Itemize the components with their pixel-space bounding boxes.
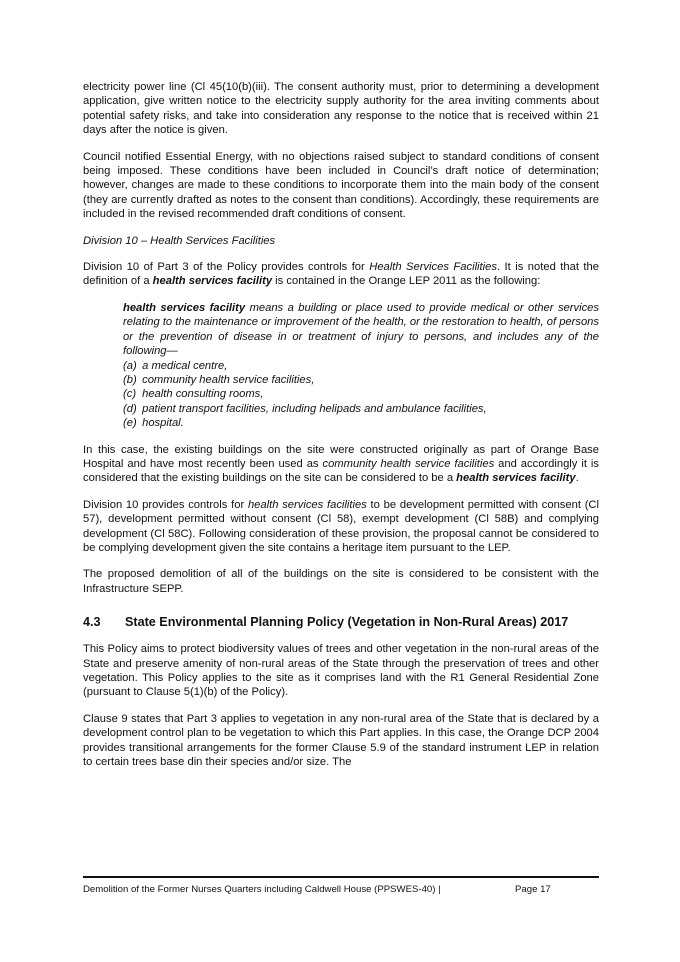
paragraph-essential-energy: Council notified Essential Energy, with no objections raised subject to standard conditions of consent being imposed. These conditions have been included in Council’s draft notice of determination; however, changes are made to these conditions to incorporate them into the main body of the consent (they are currently drafted as notes to the consent than conditions). Accordingly, these requirements are included in the revised recommended draft conditions of consent. (83, 150, 599, 221)
list-item-label: (a) (123, 359, 137, 372)
document-body (83, 80, 599, 781)
definition-term: health services facility (123, 301, 246, 314)
definition-list (123, 359, 599, 431)
list-item (123, 416, 599, 430)
footer-document-title: Demolition of the Former Nurses Quarters including Caldwell House (PPSWES-40) | (83, 884, 441, 895)
paragraph-orange-base-hospital (83, 443, 599, 486)
text-run-bold-italic: health services facility (456, 472, 576, 485)
paragraph-electricity: electricity power line (Cl 45(10(b)(iii). The consent authority must, prior to determining a development application, give written notice to the electricity supply authority for the area inviting comments about potential safety risks, and take into consideration any response to the notice that is received within 21 days after the notice is given. (83, 81, 599, 137)
list-item (123, 373, 599, 387)
footer-page-number: Page 17 (515, 884, 551, 895)
text-run: to be development permitted with consent (Cl 57), development permitted without consent (Cl 58), exempt development (Cl 58B) and complying development (Cl 58C). Following consideration of these provision, the proposal cannot be considered to be complying development given the site contains a heritage item pursuant to the LEP. (83, 498, 599, 554)
list-item-label: (e) (123, 417, 137, 430)
paragraph-division-10-controls (83, 498, 599, 556)
text-run: . It is noted that the definition of a (83, 261, 599, 288)
text-run-italic: health services facilities (247, 498, 367, 511)
list-item-text: patient transport facilities, including helipads and ambulance facilities, (142, 402, 487, 415)
text-run: Division 10 provides controls for (83, 498, 248, 511)
text-run-italic: community health service facilities (322, 457, 495, 470)
text-run: Division 10 of Part 3 of the Policy provides controls for (83, 261, 370, 274)
definition-body: means a building or place used to provide medical or other services relating to the maintenance or improvement of the health, or the restoration to health, of persons or the prevention of disease in or treatment of injury to persons, and includes any of the following— (123, 301, 599, 358)
text-run: is contained in the Orange LEP 2011 as the following: (272, 275, 541, 288)
section-title: State Environmental Planning Policy (Vegetation in Non-Rural Areas) 2017 (125, 615, 569, 630)
list-item-label: (d) (123, 402, 137, 415)
text-run-italic: Health Services Facilities (369, 261, 497, 274)
section-number: 4.3 (83, 615, 101, 630)
list-item-text: hospital. (142, 417, 184, 430)
text-run: . (575, 472, 579, 485)
paragraph-clause-9: Clause 9 states that Part 3 applies to vegetation in any non-rural area of the State that is declared by a development control plan to be vegetation to which this Part applies. In this case, the Orange DCP 2004 provides transitional arrangements for the former Clause 5.9 of the standard instrument LEP in relation to certain trees base din their species and/or size. The (83, 712, 599, 769)
paragraph-policy-aims: This Policy aims to protect biodiversity values of trees and other vegetation in the non-rural areas of the State and preserve amenity of non-rural areas of the State through the preservation of trees and other vegetation. This Policy applies to the site as it comprises land with the R1 General Residential Zone (pursuant to Clause 5(1)(b) of the Policy). (83, 643, 599, 699)
list-item-text: health consulting rooms, (142, 388, 264, 401)
list-item (123, 387, 599, 401)
page-footer (83, 876, 599, 895)
definition-block (123, 301, 599, 431)
text-run: and accordingly it is considered that the existing buildings on the site can be considered to be a (83, 457, 599, 485)
list-item-text: community health service facilities, (142, 373, 315, 386)
paragraph-division-10 (83, 260, 599, 289)
list-item (123, 359, 599, 373)
paragraph-demolition-consistent: The proposed demolition of all of the buildings on the site is considered to be consistent with the Infrastructure SEPP. (83, 568, 599, 595)
list-item-label: (b) (123, 373, 137, 386)
list-item-label: (c) (123, 388, 137, 401)
definition-text (123, 301, 599, 359)
text-run-bold-italic: health services facility (152, 275, 273, 288)
list-item (123, 402, 599, 416)
section-heading (83, 614, 599, 630)
division-heading: Division 10 – Health Services Facilities (83, 234, 276, 247)
text-run: In this case, the existing buildings on the site were constructed originally as part of Orange Base Hospital and have most recently been used as (83, 443, 599, 470)
list-item-text: a medical centre, (142, 359, 228, 372)
